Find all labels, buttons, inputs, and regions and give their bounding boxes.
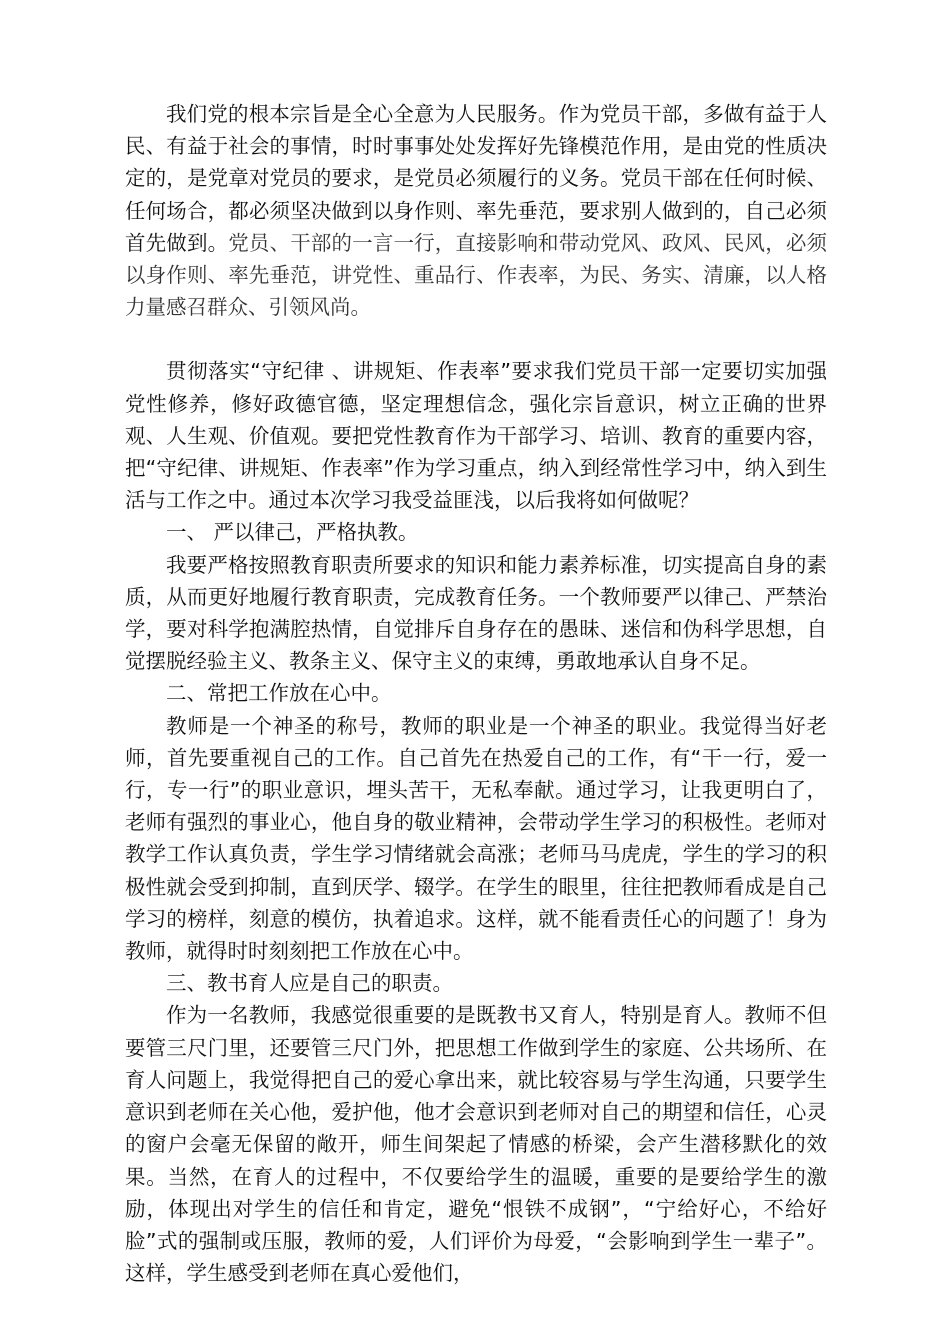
paragraph-section-3: 作为一名教师，我感觉很重要的是既教书又育人，特别是育人。教师不但要管三尺门里，还要管三尺门外，把思想工作做到学生的家庭、公共场所、在育人问题上，我觉得把自己的爱心拿出来，就比较容易与学生沟通，只要学生意识到老师在关心他，爱护他，他才会意识到老师对自己的期望和信任，心灵的窗户会毫无保留的敞开，师生间架起了情感的桥梁，会产生潜移默化的效果。当然，在育人的过程中，不仅要给学生的温暖，重要的是要给学生的激励，体现出对学生的信任和肯定，避免“恨铁不成钢”，“宁给好心，不给好脸”式的强制或压服，教师的爱，人们评价为母爱，“会影响到学生一辈子”。这样，学生感受到老师在真心爱他们， [125, 1003, 827, 1286]
paragraph-section-2: 教师是一个神圣的称号，教师的职业是一个神圣的职业。我觉得当好老师，首先要重视自己的工作。自己首先在热爱自己的工作，有“干一行，爱一行，专一行”的职业意识，埋头苦干，无私奉献。通过学习，让我更明白了，老师有强烈的事业心，他自身的敬业精神，会带动学生学习的积极性。老师对教学工作认真负责，学生学习情绪就会高涨；老师马马虎虎，学生的学习的积极性就会受到抑制，直到厌学、辍学。在学生的眼里，往往把教师看成是自己学习的榜样，刻意的模仿，执着追求。这样，就不能看责任心的问题了！身为教师，就得时时刻刻把工作放在心中。 [125, 713, 827, 964]
section-heading-3: 三、教书育人应是自己的职责。 [166, 971, 453, 996]
paragraph-party-purpose-main: 我们党的根本宗旨是全心全意为人民服务。作为党员干部，多做有益于人民、有益于社会的事情，时时事事处处发挥好先锋模范作用，是由党的性质决定的，是党章对党员的要求，是党员必须履行的义务。党员干部在任何时候、任何场合，都必须坚决做到以身作则、率先垂范，要求别人做到的，自己必须首先做到。 [125, 102, 827, 255]
paragraph-party-purpose [125, 98, 827, 323]
document-page [125, 98, 827, 1289]
paragraph-implementation: 贯彻落实“守纪律 、讲规矩、作表率”要求我们党员干部一定要切实加强党性修养，修好政德官德，坚定理想信念，强化宗旨意识，树立正确的世界观、人生观、价值观。要把党性教育作为干部学习、培训、教育的重要内容，把“守纪律、讲规矩、作表率”作为学习重点，纳入到经常性学习中，纳入到生活与工作之中。通过本次学习我受益匪浅，以后我将如何做呢？ [125, 359, 827, 513]
section-heading-1: 一、 严以律己，严格执教。 [166, 520, 419, 545]
paragraph-spacer [125, 323, 827, 355]
paragraph-section-1: 我要严格按照教育职责所要求的知识和能力素养标准，切实提高自身的素质，从而更好地履行教育职责，完成教育任务。一个教师要严以律己、严禁治学，要对科学抱满腔热情，自觉排斥自身存在的愚昧、迷信和伪科学思想，自觉摆脱经验主义、教条主义、保守主义的束缚，勇敢地承认自身不足。 [125, 552, 827, 674]
section-heading-2: 二、常把工作放在心中。 [166, 681, 392, 706]
paragraph-party-purpose-tail: 党员、干部的一言一行，直接影响和带动党风、政风、民风，必须以身作则、率先垂范，讲党性、重品行、作表率，为民、务实、清廉，以人格力量感召群众、引领风尚。 [125, 230, 828, 320]
